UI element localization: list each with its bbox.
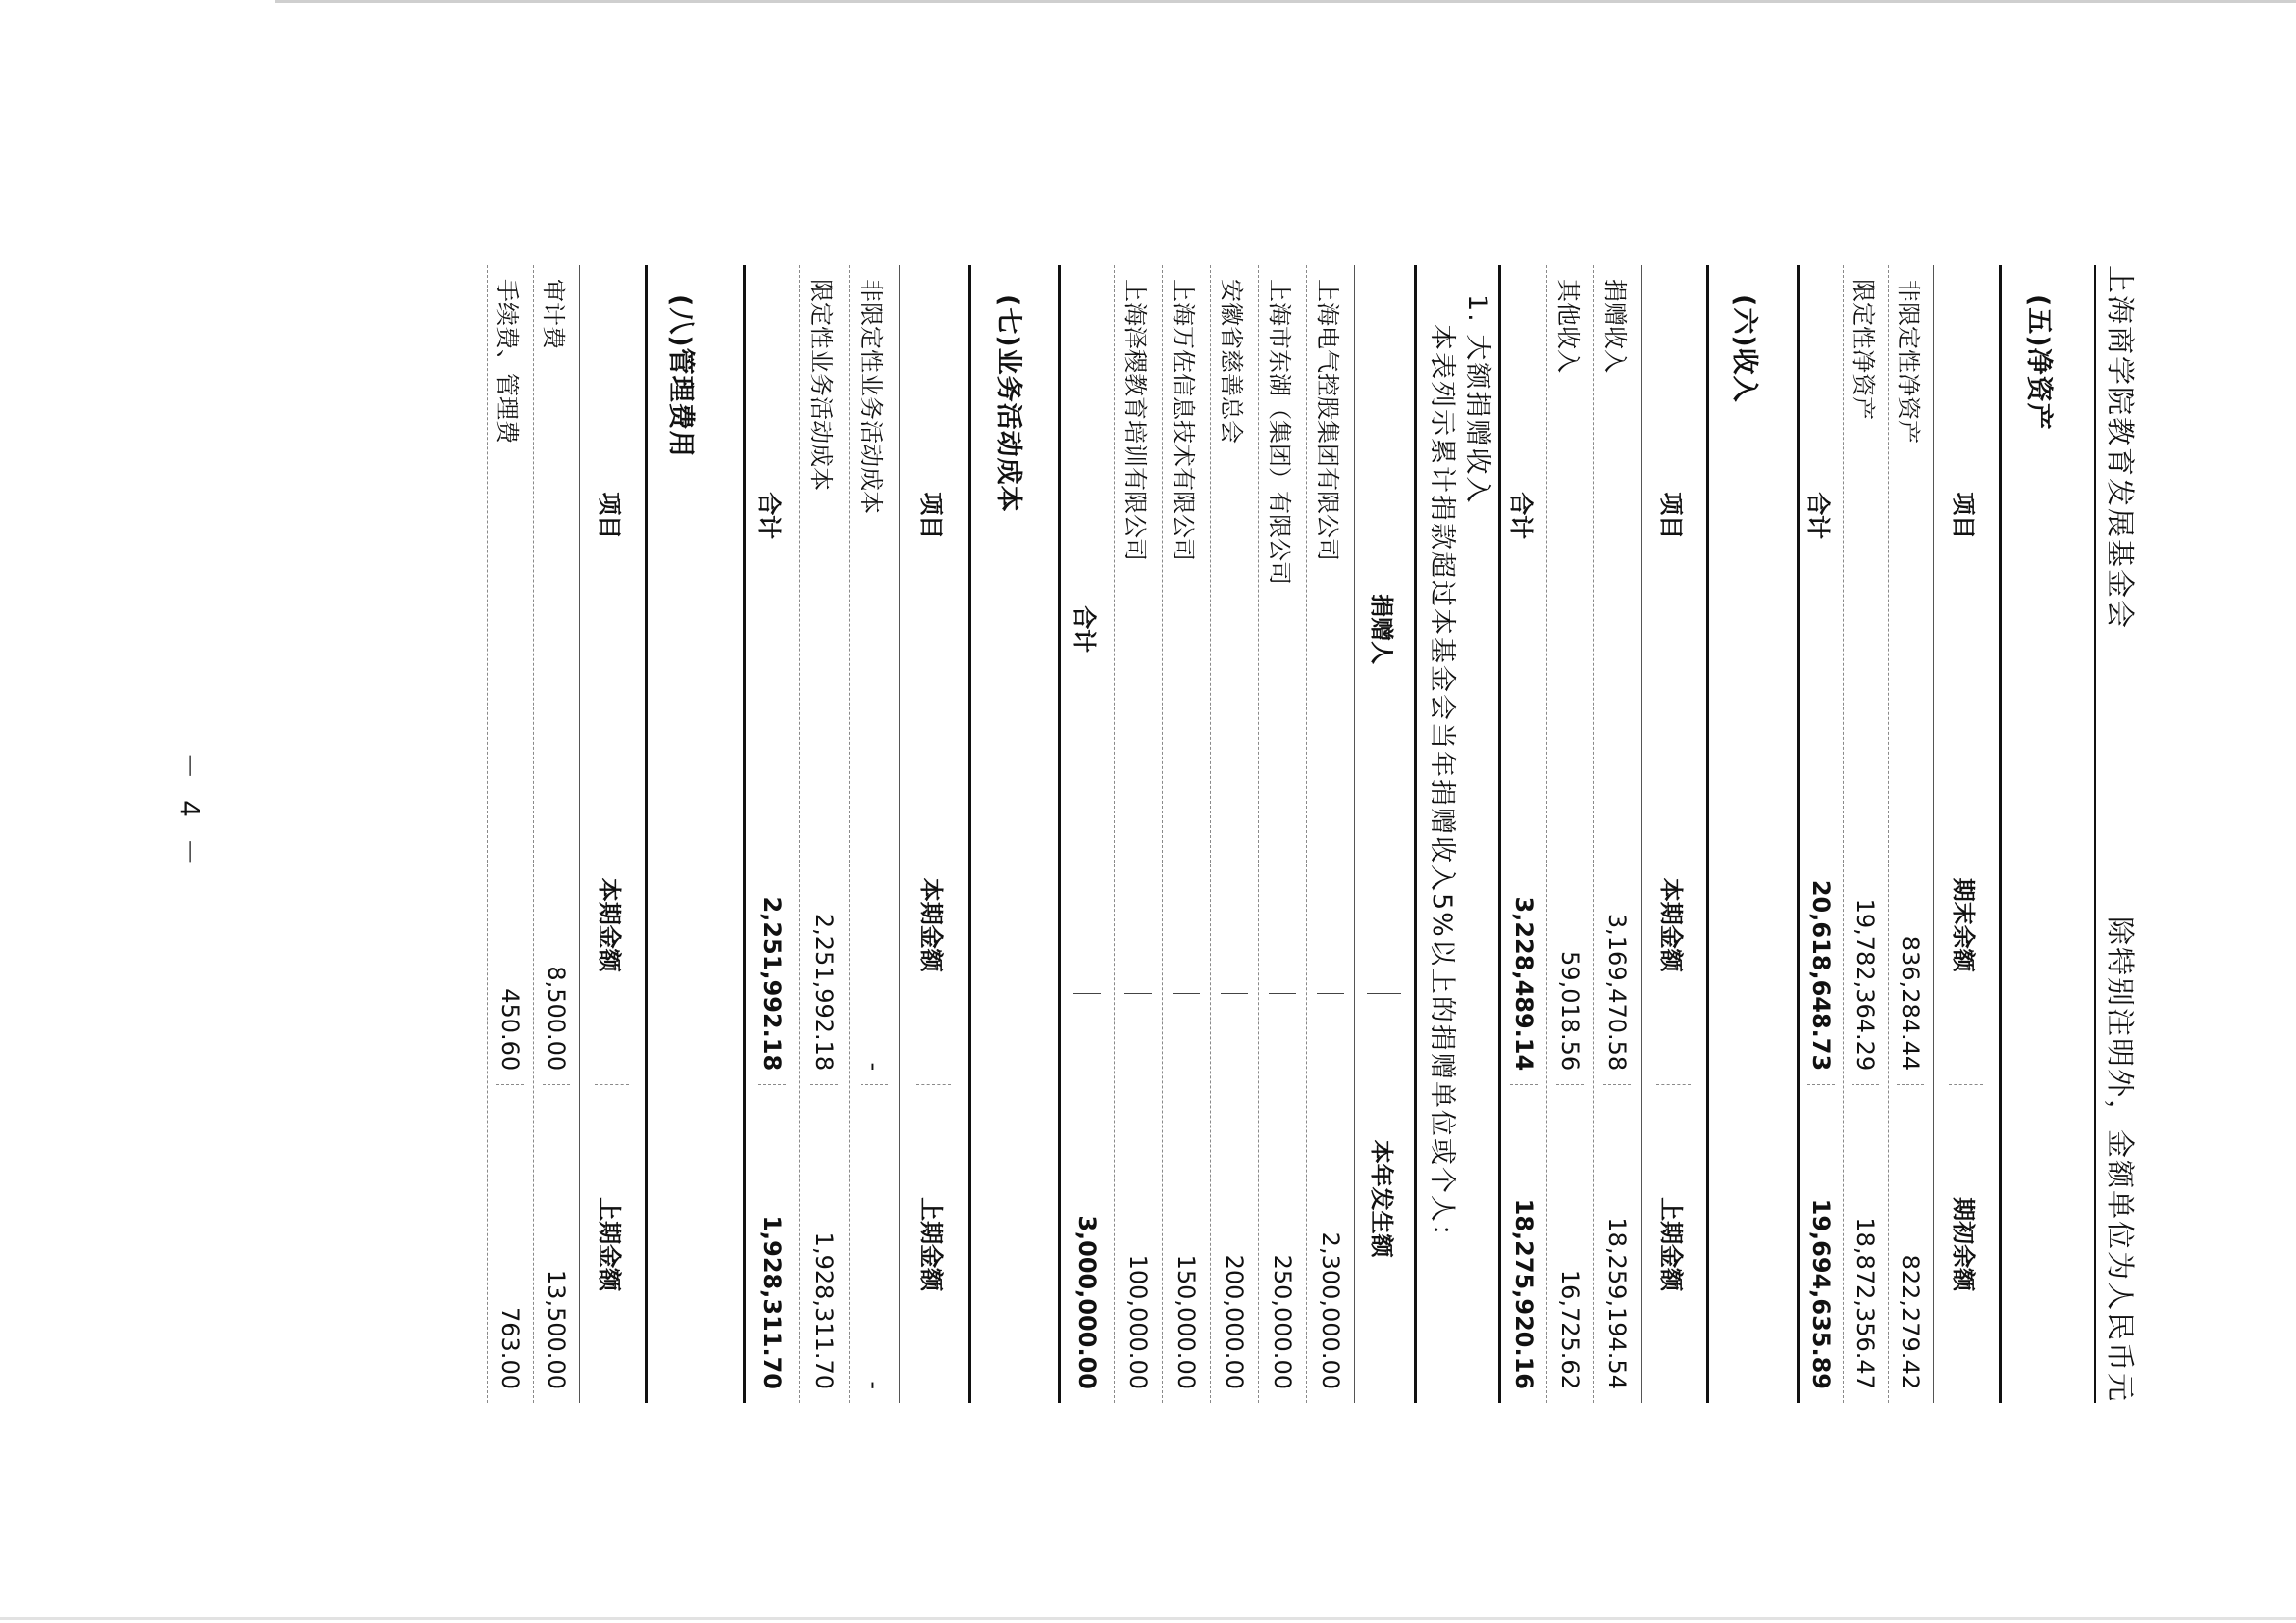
column-header: 本年发生额 — [1368, 993, 1402, 1403]
column-header: 上期金额 — [596, 1084, 630, 1403]
table-row — [1593, 265, 1641, 1403]
table-row — [1888, 265, 1933, 1403]
large-donations-table — [1058, 265, 1417, 1403]
donor-name: 上海泽稷教育培训有限公司 — [1122, 279, 1150, 561]
admin-expense-table — [487, 265, 648, 1403]
amount-cell: 763.00 — [496, 1084, 524, 1403]
column-header: 上期金额 — [1657, 1084, 1692, 1403]
amount-cell: 13,500.00 — [543, 1084, 570, 1403]
table-row — [1546, 265, 1593, 1403]
row-label: 非限定性业务活动成本 — [858, 279, 886, 514]
amount-cell: 836,284.44 — [1897, 935, 1925, 1072]
amount-cell: 18,872,356.47 — [1852, 1084, 1880, 1403]
table-header-row — [1354, 265, 1417, 1403]
row-label: 非限定性净资产 — [1895, 279, 1922, 444]
table-total-row — [1498, 265, 1546, 1403]
net-assets-table — [1797, 265, 2002, 1403]
total-label: 合计 — [1804, 492, 1833, 540]
amount-cell: - — [861, 1062, 888, 1072]
row-label: 手续费、管理费 — [494, 279, 522, 444]
table-row — [533, 265, 579, 1403]
donation-amount: 250,000.00 — [1269, 993, 1296, 1403]
amount-cell: 3,169,470.58 — [1603, 913, 1632, 1072]
row-label: 其他收入 — [1554, 279, 1582, 373]
column-header: 上期金额 — [917, 1084, 952, 1403]
donation-amount: 150,000.00 — [1173, 993, 1200, 1403]
row-label: 审计费 — [540, 279, 568, 349]
page-number: － 4 － — [174, 752, 206, 871]
column-header: 本期金额 — [917, 877, 946, 972]
donor-name: 上海电气控股集团有限公司 — [1314, 279, 1342, 561]
donation-amount: 200,000.00 — [1221, 993, 1248, 1403]
table-row — [799, 265, 849, 1403]
total-amount: 18,275,920.16 — [1510, 1084, 1538, 1403]
total-amount: 3,000,000.00 — [1073, 993, 1101, 1403]
donation-amount: 2,300,000.00 — [1317, 993, 1344, 1403]
currency-unit-note: 除特别注明外，金额单位为人民币元 — [2104, 916, 2137, 1403]
column-header: 期末余额 — [1950, 877, 1978, 972]
donation-amount: 100,000.00 — [1124, 993, 1152, 1403]
page-header — [2094, 265, 2139, 1403]
total-amount: 20,618,648.73 — [1807, 879, 1835, 1072]
row-label: 限定性业务活动成本 — [808, 279, 836, 491]
amount-cell: 2,251,992.18 — [810, 913, 838, 1072]
amount-cell: 59,018.56 — [1556, 951, 1585, 1072]
amount-cell: 18,259,194.54 — [1604, 1084, 1632, 1403]
column-header: 期初余额 — [1950, 1084, 1984, 1403]
table-header-row — [1933, 265, 2002, 1403]
table-row — [1210, 265, 1258, 1403]
amount-cell: 822,279.42 — [1898, 1084, 1925, 1403]
amount-cell: - — [861, 1084, 888, 1403]
column-header: 项目 — [1657, 492, 1686, 540]
net-assets-title: (五)净资产 — [2023, 294, 2054, 431]
large-donations-title: 1. 大额捐赠收入 — [1462, 294, 1492, 505]
total-amount: 1,928,311.70 — [758, 1084, 786, 1403]
column-header: 项目 — [1950, 492, 1978, 540]
amount-cell: 19,782,364.29 — [1852, 898, 1880, 1072]
amount-cell: 450.60 — [496, 988, 524, 1072]
business-cost-table — [743, 265, 971, 1403]
admin-expense-title: (八)管理费用 — [665, 294, 696, 458]
table-row — [1162, 265, 1210, 1403]
table-row — [487, 265, 533, 1403]
amount-cell: 16,725.62 — [1557, 1084, 1585, 1403]
total-amount: 2,251,992.18 — [758, 896, 786, 1072]
row-label: 限定性净资产 — [1850, 279, 1877, 420]
total-label: 合计 — [1070, 605, 1099, 654]
table-row — [849, 265, 899, 1403]
business-cost-title: (七)业务活动成本 — [993, 294, 1023, 513]
amount-cell: 1,928,311.70 — [810, 1084, 838, 1403]
amount-cell: 8,500.00 — [543, 966, 570, 1072]
table-row — [1843, 265, 1888, 1403]
income-table — [1498, 265, 1709, 1403]
total-amount: 19,694,635.89 — [1807, 1084, 1835, 1403]
table-row — [1306, 265, 1354, 1403]
table-total-row — [1797, 265, 1843, 1403]
donor-name: 安徽省慈善总会 — [1218, 279, 1246, 444]
income-title: (六)收入 — [1729, 294, 1759, 403]
column-header: 项目 — [917, 492, 946, 540]
column-header: 捐赠人 — [1368, 594, 1396, 665]
table-row — [1258, 265, 1306, 1403]
table-total-row — [743, 265, 799, 1403]
table-header-row — [1641, 265, 1709, 1403]
row-label: 捐赠收入 — [1601, 279, 1629, 373]
total-amount: 3,228,489.14 — [1510, 896, 1538, 1072]
large-donations-description: 本表列示累计捐款超过本基金会当年捐赠收入5%以上的捐赠单位或个人： — [1427, 324, 1457, 1252]
donor-name: 上海万佐信息技术有限公司 — [1170, 279, 1198, 561]
donor-name: 上海市东湖（集团）有限公司 — [1266, 279, 1294, 585]
table-row — [1114, 265, 1162, 1403]
table-total-row — [1058, 265, 1114, 1403]
total-label: 合计 — [756, 492, 784, 540]
organization-name: 上海商学院教育发展基金会 — [2104, 265, 2137, 631]
column-header: 本期金额 — [1657, 877, 1686, 972]
table-header-row — [579, 265, 648, 1403]
column-header: 本期金额 — [596, 877, 624, 972]
table-header-row — [899, 265, 971, 1403]
column-header: 项目 — [596, 492, 624, 540]
total-label: 合计 — [1507, 492, 1536, 540]
